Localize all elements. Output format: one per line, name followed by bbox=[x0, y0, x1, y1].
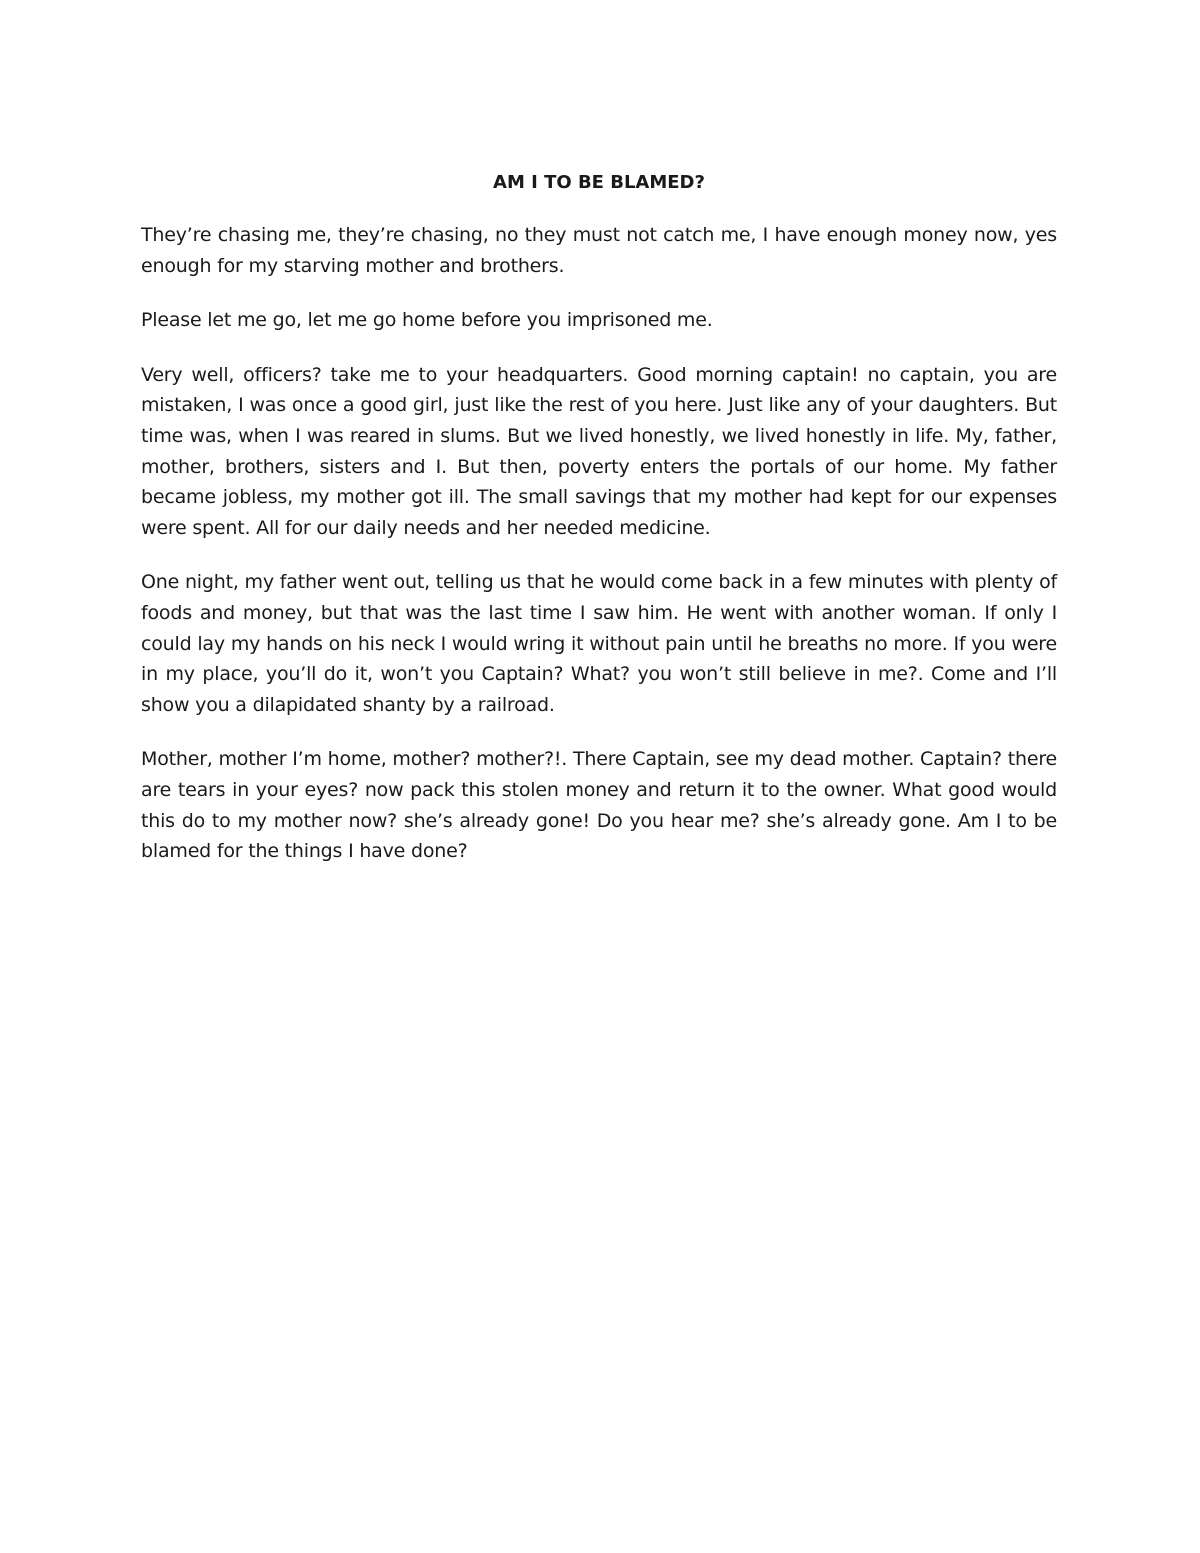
paragraph-4: One night, my father went out, telling us that he would come back in a few minutes with plenty of foods and money, but that was the last time I saw him. He went with another woman. If only I could lay my hands on his neck I would wring it without pain until he breaths no more. If you were in my place, you’ll do it, won’t you Captain? What? you won’t still believe in me?. Come and I’ll show you a dilapidated shanty by a railroad. bbox=[141, 571, 1057, 716]
document-body bbox=[141, 168, 1057, 891]
paragraph-3: Very well, officers? take me to your headquarters. Good morning captain! no captain, you are mistaken, I was once a good girl, just like the rest of you here. Just like any of your daughters. But time was, when I was reared in slums. But we lived honestly, we lived honestly in life. My, father, mother, brothers, sisters and I. But then, poverty enters the portals of our home. My father became jobless, my mother got ill. The small savings that my mother had kept for our expenses were spent. All for our daily needs and her needed medicine. bbox=[141, 363, 1057, 539]
paragraph-2: Please let me go, let me go home before you imprisoned me. bbox=[141, 309, 713, 332]
paragraph-5: Mother, mother I’m home, mother? mother?!. There Captain, see my dead mother. Captain? there are tears in your eyes? now pack this stolen money and return it to the owner. What good would this do to my mother now? she’s already gone! Do you hear me? she’s already gone. Am I to be blamed for the things I have done? bbox=[141, 748, 1057, 863]
paragraph-1: They’re chasing me, they’re chasing, no they must not catch me, I have enough money now, yes enough for my starving mother and brothers. bbox=[141, 224, 1057, 277]
document-title: AM I TO BE BLAMED? bbox=[493, 172, 705, 193]
